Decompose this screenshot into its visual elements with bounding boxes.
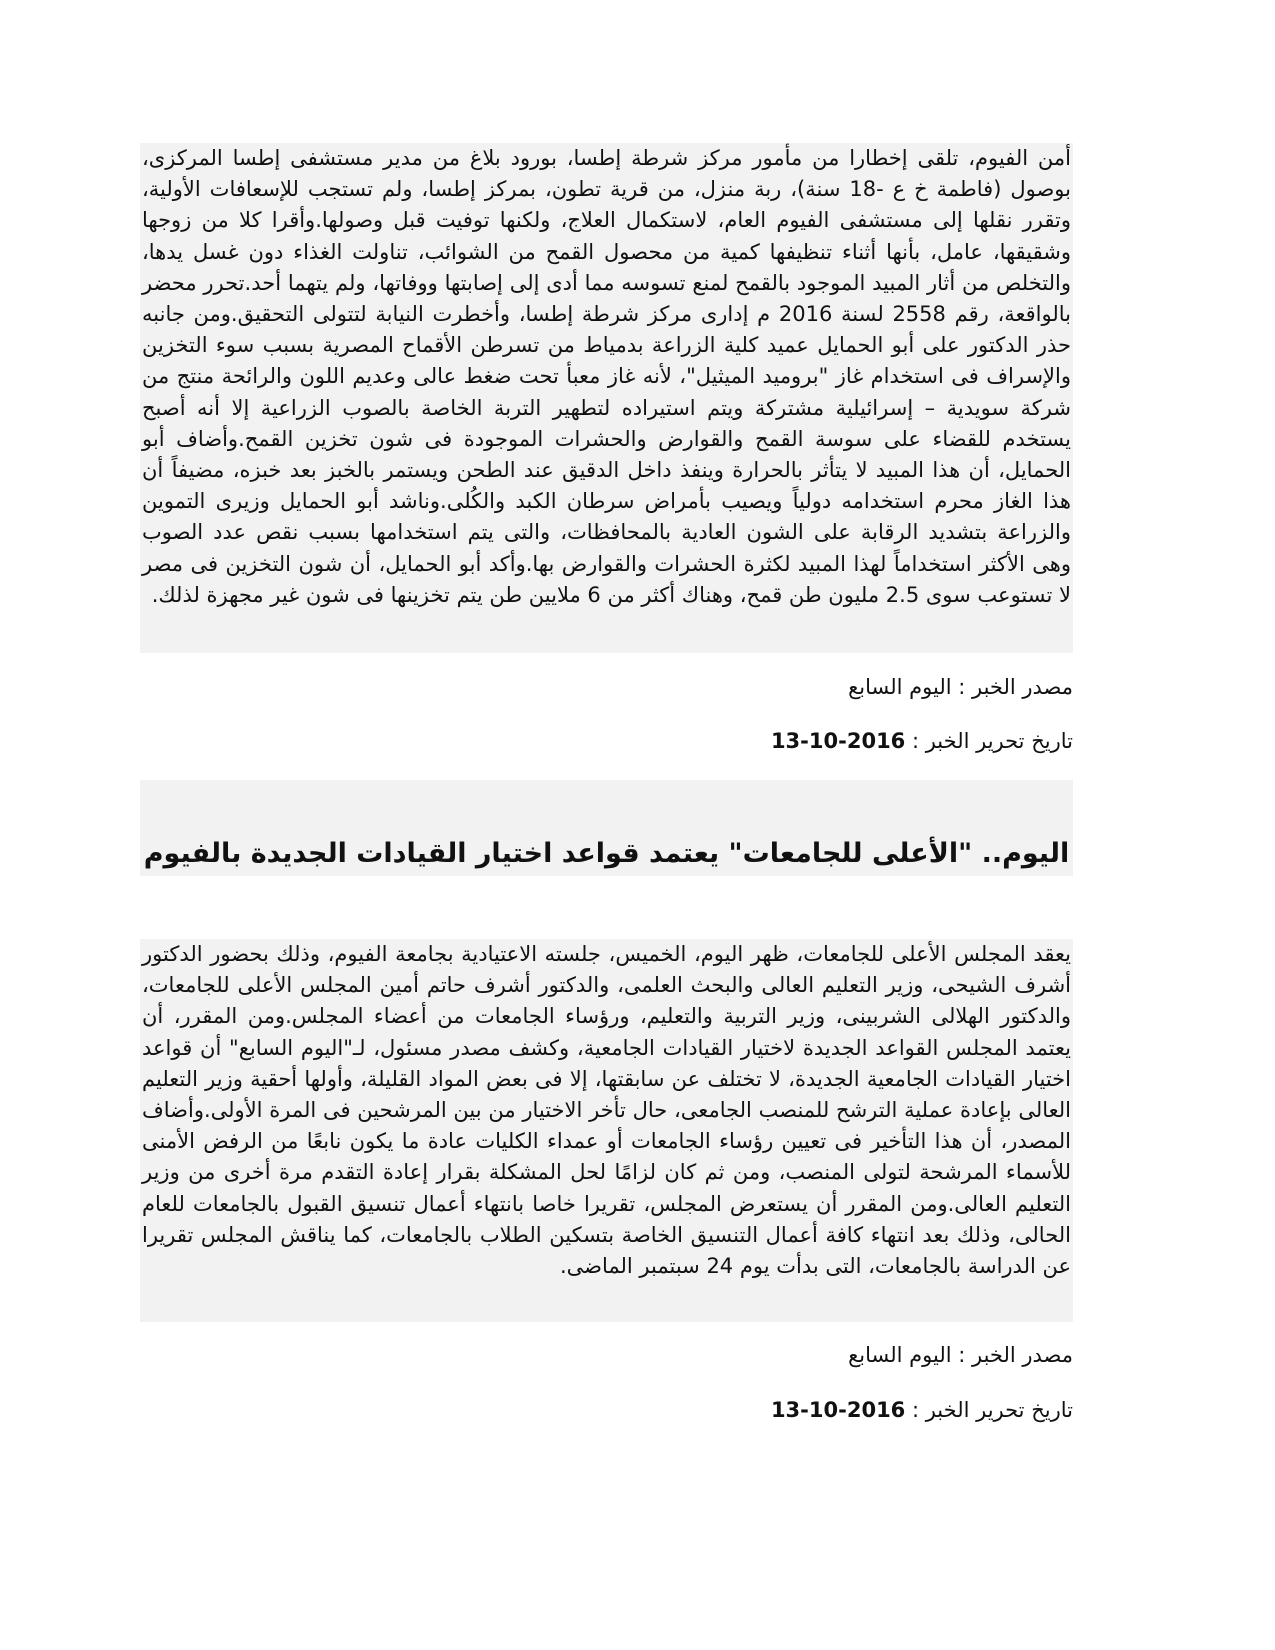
article-body: أمن الفيوم، تلقى إخطارا من مأمور مركز شرطة إطسا، بورود بلاغ من مدير مستشفى إطسا المركزى، بوصول (فاطمة خ ع -18 سنة)، ربة منزل، من قرية تطون، بمركز إطسا، ولم تستجب للإسعافات الأولية، وتقرر نقلها إلى مستشفى الفيوم العام، لاستكمال العلاج، ولكنها توفيت قبل وصولها.وأقرا كلا من زوجها وشقيقها، عامل، بأنها أثناء تنظيفها كمية من محصول القمح من الشوائب، تناولت الغذاء دون غسل يدها، والتخلص من أثار المبيد الموجود بالقمح لمنع تسوسه مما أدى إلى إصابتها ووفاتها، ولم يتهما أحد.تحرر محضر بالواقعة، رقم 2558 لسنة 2016 م إدارى مركز شرطة إطسا، وأخطرت النيابة لتتولى التحقيق.ومن جانبه حذر الدكتور على أبو الحمايل عميد كلية الزراعة بدمياط من تسرطن الأقماح المصرية بسبب سوء التخزين والإسراف فى استخدام غاز "بروميد الميثيل"، لأنه غاز معبأ تحت ضغط عالى وعديم اللون والرائحة منتج من شركة سويدية – إسرائيلية مشتركة ويتم استيراده لتطهير التربة الخاصة بالصوب الزراعية إلا أنه أصبح يستخدم للقضاء على سوسة القمح والقوارض والحشرات الموجودة فى شون تخزين القمح.وأضاف أبو الحمايل، أن هذا المبيد لا يتأثر بالحرارة وينفذ داخل الدقيق عند الطحن ويستمر بالخبز بعد خبزه، مضيفاً أن هذا الغاز محرم استخدامه دولياً ويصيب بأمراض سرطان الكبد والكُلى.وناشد أبو الحمايل وزيرى التموين والزراعة بتشديد الرقابة على الشون العادية بالمحافظات، والتى يتم استخدامها بسبب نقص عدد الصوب وهى الأكثر استخداماً لهذا المبيد لكثرة الحشرات والقوارض بها.وأكد أبو الحمايل، أن شون التخزين فى مصر لا تستوعب سوى 2.5 مليون طن قمح، وهناك أكثر من 6 ملايين طن يتم تخزينها فى شون غير مجهزة لذلك. [140, 143, 1073, 653]
news-date [140, 1395, 1073, 1425]
news-source-value: اليوم السابع [848, 1343, 952, 1367]
news-date [140, 726, 1073, 756]
news-date-label: تاريخ تحرير الخبر : [905, 1398, 1073, 1422]
news-source-value: اليوم السابع [848, 675, 952, 699]
news-source [140, 672, 1073, 702]
headline-section [140, 780, 1073, 876]
news-date-value: 2016-10-13 [770, 729, 906, 753]
news-source-label: مصدر الخبر : [951, 675, 1073, 699]
article-headline: اليوم.. "الأعلى للجامعات" يعتمد قواعد اختيار القيادات الجديدة بالفيوم [143, 838, 1070, 869]
news-source [140, 1340, 1073, 1370]
news-source-label: مصدر الخبر : [951, 1343, 1073, 1367]
article-body: يعقد المجلس الأعلى للجامعات، ظهر اليوم، الخميس، جلسته الاعتيادية بجامعة الفيوم، وذلك بحضور الدكتور أشرف الشيحى، وزير التعليم العالى والبحث العلمى، والدكتور أشرف حاتم أمين المجلس الأعلى للجامعات، والدكتور الهلالى الشربينى، وزير التربية والتعليم، ورؤساء الجامعات من أعضاء المجلس.ومن المقرر، أن يعتمد المجلس القواعد الجديدة لاختيار القيادات الجامعية، وكشف مصدر مسئول، لـ"اليوم السابع" أن قواعد اختيار القيادات الجامعية الجديدة، لا تختلف عن سابقتها، إلا فى بعض المواد القليلة، وأولها أحقية وزير التعليم العالى بإعادة عملية الترشح للمنصب الجامعى، حال تأخر الاختيار من بين المرشحين فى المرة الأولى.وأضاف المصدر، أن هذا التأخير فى تعيين رؤساء الجامعات أو عمداء الكليات عادة ما يكون نابعًا من الرفض الأمنى للأسماء المرشحة لتولى المنصب، ومن ثم كان لزامًا لحل المشكلة بقرار إعادة التقدم مرة أخرى من وزير التعليم العالى.ومن المقرر أن يستعرض المجلس، تقريرا خاصا بانتهاء أعمال تنسيق القبول بالجامعات للعام الحالى، وذلك بعد انتهاء كافة أعمال التنسيق الخاصة بتسكين الطلاب بالجامعات، كما يناقش المجلس تقريرا عن الدراسة بالجامعات، التى بدأت يوم 24 سبتمبر الماضى. [140, 939, 1073, 1322]
news-date-label: تاريخ تحرير الخبر : [905, 729, 1073, 753]
news-date-value: 2016-10-13 [770, 1398, 906, 1422]
